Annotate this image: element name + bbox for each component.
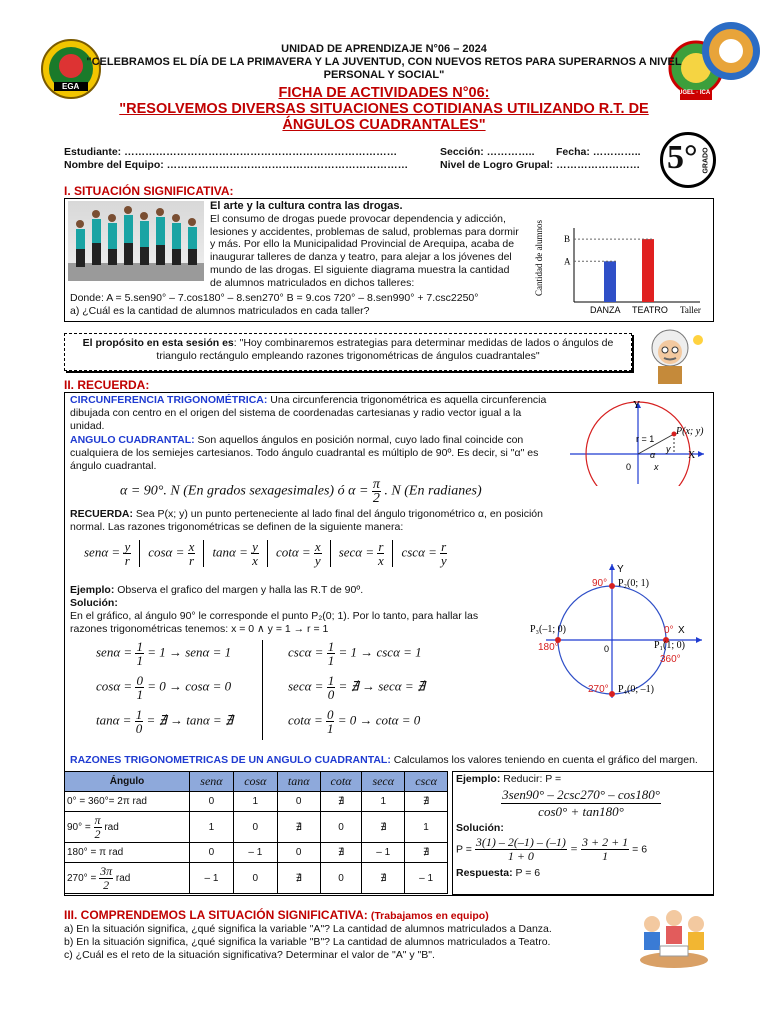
situation-paragraph: El consumo de drogas puede provocar dependencia y adicción, lesiones y accidentes, problemas de salud, problemas para dormir y más. Por ello la Municipalidad Provincial de Arequipa, acaba de inaugurar talleres de danza y teatro, para alejar a los jóvenes del mundo de las drogas. El siguiente diagrama muestra la cantidad de alumnos matriculados en dichos talleres:	[210, 213, 519, 289]
purpose-box	[64, 333, 632, 371]
eqs-right	[288, 640, 488, 742]
table-cell: 0	[233, 863, 277, 894]
table-cell: – 1	[405, 863, 448, 894]
svg-text:0: 0	[604, 644, 610, 654]
svg-text:y: y	[666, 444, 671, 454]
circ-def-title: CIRCUNFERENCIA TRIGONOMÉTRICA:	[70, 394, 268, 406]
table-header: secα	[362, 772, 405, 792]
solution-label: Solución:	[70, 597, 118, 609]
table-row	[65, 792, 448, 812]
activity-subtitle-2: ÁNGULOS CUADRANTALES"	[282, 117, 486, 133]
pi-over-two: $\frac{\pi}{2}$	[372, 477, 380, 506]
situation-question: a) ¿Cuál es la cantidad de alumnos matriculados en cada taller?	[70, 305, 370, 317]
table-row	[65, 863, 448, 894]
kids-illustration	[634, 906, 714, 972]
question-c: c) ¿Cuál es el reto de la situación significativa? Determinar el valor de "A" y "B".	[64, 949, 435, 961]
ang-def-text: Son aquellos ángulos en posición normal, cuyo lado final coincide con cualquiera de los semiejes cartesianos. Todo ángulo cuadrantal es múltiplo de 90º. Es decir, si "α" es ángulo cuadrantal.	[70, 434, 539, 472]
ratio-5: cscα = $\frac{r}{y}$	[401, 539, 447, 568]
table-cell: – 1	[362, 843, 405, 863]
bar-teatro	[642, 239, 654, 302]
svg-text:0°: 0°	[664, 625, 674, 636]
table-header-row	[65, 772, 448, 792]
table-angle: 0° = 360°= 2π rad	[65, 792, 190, 812]
svg-text:Y: Y	[633, 400, 641, 411]
table-header: cotα	[320, 772, 362, 792]
grade-number: 5°	[667, 139, 698, 176]
dance-photo	[68, 201, 204, 281]
svg-text:α: α	[650, 450, 656, 460]
table-cell: ∄	[362, 812, 405, 843]
eqs_left-1: cosα = $\frac{0}{1}$ = 0 → cosα = 0	[96, 673, 232, 702]
table-cell: 0	[190, 792, 234, 812]
svg-text:x: x	[654, 462, 659, 472]
activity-title: FICHA DE ACTIVIDADES N°06:	[278, 85, 490, 101]
recuerda-text: RECUERDA: Sea P(x; y) un punto perteneciente al lado final del ángulo trigonométrico α, en posición normal. Las razones trigonométricas se definen de la siguiente manera:	[70, 508, 543, 533]
quadrantal-formula: α = 90°. N (En grados sexagesimales) ó α = $\frac{\pi}{2}$ . N (En radianes)	[120, 477, 482, 506]
table-cell: ∄	[320, 843, 362, 863]
table-cell: ∄	[277, 863, 320, 894]
eqs-divider	[262, 640, 263, 740]
svg-text:P₂(0; 1): P₂(0; 1)	[618, 578, 649, 589]
svg-text:P₁(1; 0): P₁(1; 0)	[654, 640, 685, 651]
unit-title: UNIDAD DE APRENDIZAJE N°06 – 2024	[281, 43, 487, 55]
ratio-0: senα = $\frac{y}{r}$	[76, 540, 140, 567]
ratio-3: cotα = $\frac{x}{y}$	[268, 540, 331, 567]
example-2: Ejemplo: Reducir: P = 3sen90° – 2csc270° – cos180° cos0° + tan180° Solución: P = $\frac{3(1) - 2(-1) - (-1)}{1 + 0}$ = $\frac{3 + 2 + 1}{1}$ = 6 Respuesta: P = 6	[456, 773, 660, 879]
question-b: b) En la situación significa, ¿qué significa la variable "B"? La cantidad de alumnos matriculados a Teatro.	[64, 936, 551, 948]
ratio-1: cosα = $\frac{x}{r}$	[140, 540, 204, 567]
table-angle: 90° = $\frac{\pi}{2}$ rad	[65, 812, 190, 843]
ratio-4: secα = $\frac{r}{x}$	[331, 540, 394, 567]
activity-subtitle-1: "RESOLVEMOS DIVERSAS SITUACIONES COTIDIANAS UTILIZANDO R.T. DE	[119, 101, 649, 117]
example-90: Ejemplo: Observa el grafico del margen y halla las R.T de 90º.	[70, 584, 364, 596]
section-2-heading: II. RECUERDA:	[64, 378, 150, 392]
table-header: cscα	[405, 772, 448, 792]
table-cell: ∄	[362, 863, 405, 894]
table-intro: RAZONES TRIGONOMETRICAS DE UN ANGULO CUADRANTAL: Calculamos los valores teniendo en cuenta el gráfico del margen.	[70, 754, 698, 766]
svg-text:r = 1: r = 1	[636, 434, 655, 444]
table-cell: ∄	[320, 792, 362, 812]
svg-text:0: 0	[626, 462, 632, 472]
quadrant-circle-diagram	[526, 560, 710, 700]
table-cell: – 1	[190, 863, 234, 894]
table-cell: 0	[277, 843, 320, 863]
svg-text:X: X	[688, 450, 696, 461]
table-cell: 0	[277, 792, 320, 812]
quadrantal-table	[64, 771, 448, 894]
ang-def-title: ANGULO CUADRANTAL:	[70, 434, 195, 446]
left-logo: EGA	[40, 38, 102, 100]
table-cell: 1	[190, 812, 234, 843]
eqs-left	[96, 640, 266, 742]
x-axis-label: Taller	[680, 305, 701, 315]
eqs_right-2: cotα = $\frac{0}{1}$ = 0 → cotα = 0	[288, 707, 421, 736]
grade-badge	[660, 132, 716, 188]
ratio-definitions	[76, 540, 455, 567]
svg-text:P(x; y): P(x; y)	[676, 426, 704, 437]
table-row	[65, 812, 448, 843]
x-tick-danza: DANZA	[590, 305, 621, 315]
table-cell: 0	[320, 863, 362, 894]
purpose-label: El propósito en esta sesión es	[82, 337, 234, 349]
circ-def	[70, 394, 550, 433]
table-header: tanα	[277, 772, 320, 792]
eqs_right-0: cscα = $\frac{1}{1}$ = 1 → cscα = 1	[288, 639, 422, 668]
table-cell: ∄	[405, 792, 448, 812]
slogan-line-2: PERSONAL Y SOCIAL"	[323, 69, 445, 81]
bar-danza	[604, 261, 616, 302]
svg-text:P₄(0; –1): P₄(0; –1)	[618, 684, 654, 695]
student-field[interactable]: Estudiante: ……………………………………………………………………	[64, 146, 398, 158]
table-cell: 0	[233, 812, 277, 843]
eqs_left-2: tanα = $\frac{1}{0}$ = ∄ → tanα = ∄	[96, 707, 234, 736]
svg-text:90°: 90°	[592, 578, 608, 589]
table-cell: 0	[320, 812, 362, 843]
table-cell: ∄	[277, 812, 320, 843]
ang-def	[70, 434, 550, 473]
question-a: a) En la situación significa, ¿qué significa la variable "A"? La cantidad de alumnos matriculados a Danza.	[64, 923, 552, 935]
ex2-fraction: 3sen90° – 2csc270° – cos180° cos0° + tan180°	[502, 787, 660, 819]
right-logo-school: UGEL · ICA	[666, 40, 726, 102]
x-tick-teatro: TEATRO	[632, 305, 668, 315]
quadrantal-table-wrap	[64, 771, 448, 894]
situation-where: Donde: A = 5.sen90° – 7.cos180° – 8.sen270° B = 9.cos 720° – 8.sen990° + 7.csc2250°	[70, 292, 479, 304]
unit-circle-diagram	[560, 396, 710, 486]
level-field[interactable]: Nivel de Logro Grupal: ……………………	[440, 159, 641, 171]
solution-text: En el gráfico, al ángulo 90° le corresponde el punto P₂(0; 1). Por lo tanto, para hallar las razones trigonométricas tenemos: x = 0 ∧ y = 1 → r = 1	[70, 610, 479, 635]
table-cell: 1	[362, 792, 405, 812]
table-row	[65, 843, 448, 863]
table-cell: – 1	[233, 843, 277, 863]
circ-def-text: Una circunferencia trigonométrica es aquella circunferencia dibujada con centro en el origen del sistema de coordenadas cartesianas y radio vector igual a la unidad.	[70, 394, 547, 432]
y-axis-label: Cantidad de alumnos	[534, 220, 544, 296]
svg-text:180°: 180°	[538, 642, 559, 653]
grade-label: GRADO	[702, 147, 710, 174]
section-3-heading: III. COMPRENDEMOS LA SITUACIÓN SIGNIFICATIVA: (Trabajamos en equipo)	[64, 908, 489, 922]
slogan-line-1: "CELEBRAMOS EL DÍA DE LA PRIMAVERA Y LA JUVENTUD, CON NUEVOS RETOS PARA SUPERARNOS A NIVEL	[86, 56, 682, 68]
section-field[interactable]: Sección: …………..	[440, 146, 535, 158]
situation-title: El arte y la cultura contra las drogas.	[210, 200, 403, 212]
svg-text:270°: 270°	[588, 684, 609, 695]
table-angle: 180° = π rad	[65, 843, 190, 863]
team-field[interactable]: Nombre del Equipo: ……………………………………………………………	[64, 159, 409, 171]
table-header: Ángulo	[65, 772, 190, 792]
y-tick-B: B	[564, 234, 571, 245]
svg-text:P₃(–1; 0): P₃(–1; 0)	[530, 624, 566, 635]
purpose-text: : "Hoy combinaremos estrategias para determinar medidas de lados o ángulos de triangulo rectángulo empleando razones trigonométricas de ángulos cuadrantales"	[156, 337, 614, 362]
table-cell: ∄	[405, 843, 448, 863]
date-field[interactable]: Fecha: …………..	[556, 146, 641, 158]
svg-text:X: X	[678, 625, 685, 636]
eqs_right-1: secα = $\frac{1}{0}$ = ∄ → secα = ∄	[288, 673, 426, 702]
section-1-heading: I. SITUACIÓN SIGNIFICATIVA:	[64, 184, 234, 198]
table-cell: 1	[233, 792, 277, 812]
y-tick-A: A	[564, 256, 571, 267]
table-header: cosα	[233, 772, 277, 792]
table-angle: 270° = $\frac{3\pi}{2}$ rad	[65, 863, 190, 894]
svg-text:360°: 360°	[660, 654, 681, 665]
ratio-2: tanα = $\frac{y}{x}$	[204, 540, 268, 567]
eqs_left-0: senα = $\frac{1}{1}$ = 1 → senα = 1	[96, 639, 232, 668]
workshop-bar-chart	[530, 218, 710, 320]
table-cell: 1	[405, 812, 448, 843]
table-cell: 0	[190, 843, 234, 863]
einstein-illustration	[644, 326, 706, 386]
table-header: senα	[190, 772, 234, 792]
svg-text:Y: Y	[617, 564, 624, 575]
